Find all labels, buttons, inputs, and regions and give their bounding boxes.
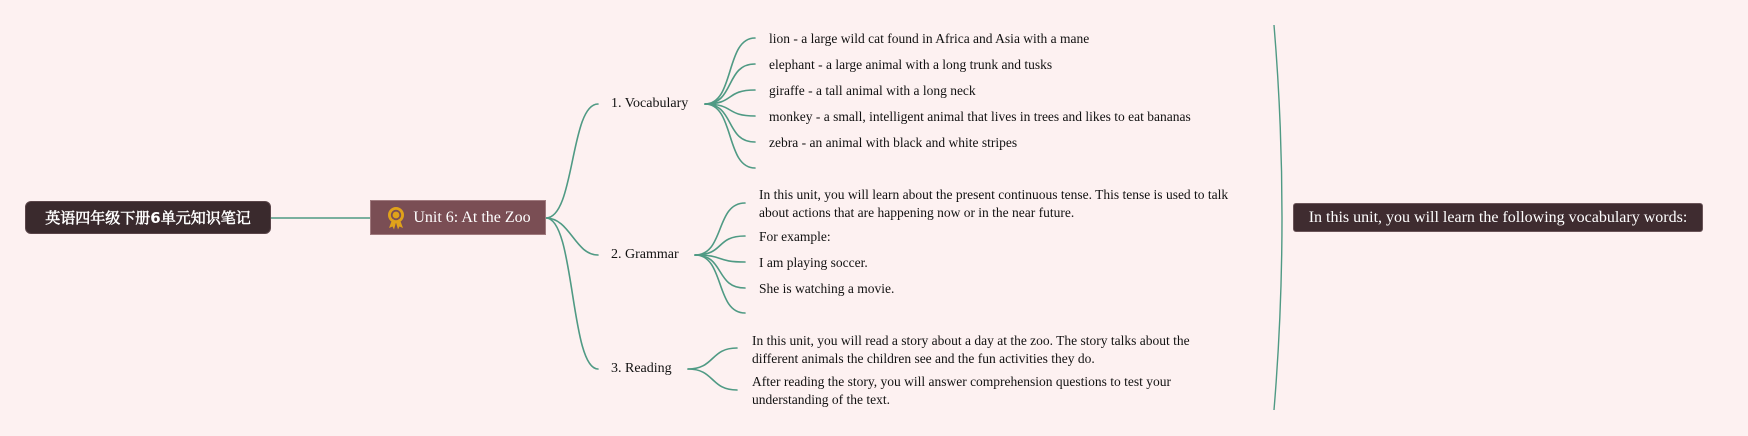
- branch-vocabulary[interactable]: [611, 95, 688, 113]
- vocab-item-elephant[interactable]: elephant - a large animal with a long trunk and tusks: [769, 57, 1053, 72]
- vocab-item-zebra[interactable]: zebra - an animal with black and white stripes: [769, 135, 1018, 150]
- branch-reading-label: 3. Reading: [611, 361, 672, 376]
- medal-icon: [385, 206, 407, 230]
- branch-vocabulary-label: 1. Vocabulary: [611, 96, 689, 111]
- root-topic[interactable]: [25, 201, 271, 234]
- reading-item-story[interactable]: In this unit, you will read a story about a day at the zoo. The story talks about the different animals the children see and the fun activities they do.: [752, 333, 1190, 366]
- grammar-item-example-heading[interactable]: For example:: [759, 229, 831, 244]
- branch-reading[interactable]: [611, 360, 672, 378]
- summary-callout-label: In this unit, you will learn the following vocabulary words:: [1308, 208, 1688, 226]
- root-topic-label: 英语四年级下册6单元知识笔记: [45, 208, 251, 227]
- branch-grammar-label: 2. Grammar: [611, 247, 679, 262]
- unit-topic-label: Unit 6: At the Zoo: [413, 208, 531, 226]
- link-grammar-5: [695, 255, 745, 313]
- link-unit-vocabulary: [546, 104, 598, 218]
- link-grammar-1: [695, 203, 745, 255]
- summary-callout[interactable]: [1293, 203, 1703, 232]
- branch-grammar[interactable]: [611, 246, 679, 264]
- grammar-item-example-1[interactable]: I am playing soccer.: [759, 255, 868, 270]
- link-reading-1: [688, 348, 737, 369]
- vocab-item-giraffe[interactable]: giraffe - a tall animal with a long neck: [769, 83, 976, 98]
- link-vocab-1: [705, 38, 755, 104]
- vocab-item-monkey[interactable]: monkey - a small, intelligent animal that lives in trees and likes to eat bananas: [769, 109, 1191, 124]
- unit-topic[interactable]: [370, 200, 546, 235]
- link-vocab-6: [705, 104, 755, 168]
- link-reading-2: [688, 369, 737, 390]
- grammar-item-explanation[interactable]: In this unit, you will learn about the present continuous tense. This tense is used to talk about actions that are happening now or in the near future.: [759, 187, 1229, 220]
- vocab-item-lion[interactable]: lion - a large wild cat found in Africa and Asia with a mane: [769, 31, 1090, 46]
- link-unit-reading: [546, 218, 598, 369]
- grammar-item-example-2[interactable]: She is watching a movie.: [759, 281, 895, 296]
- link-grammar-2: [695, 236, 745, 255]
- summary-bracket: [1274, 25, 1282, 410]
- reading-item-questions[interactable]: After reading the story, you will answer comprehension questions to test your understanding of the text.: [752, 374, 1172, 407]
